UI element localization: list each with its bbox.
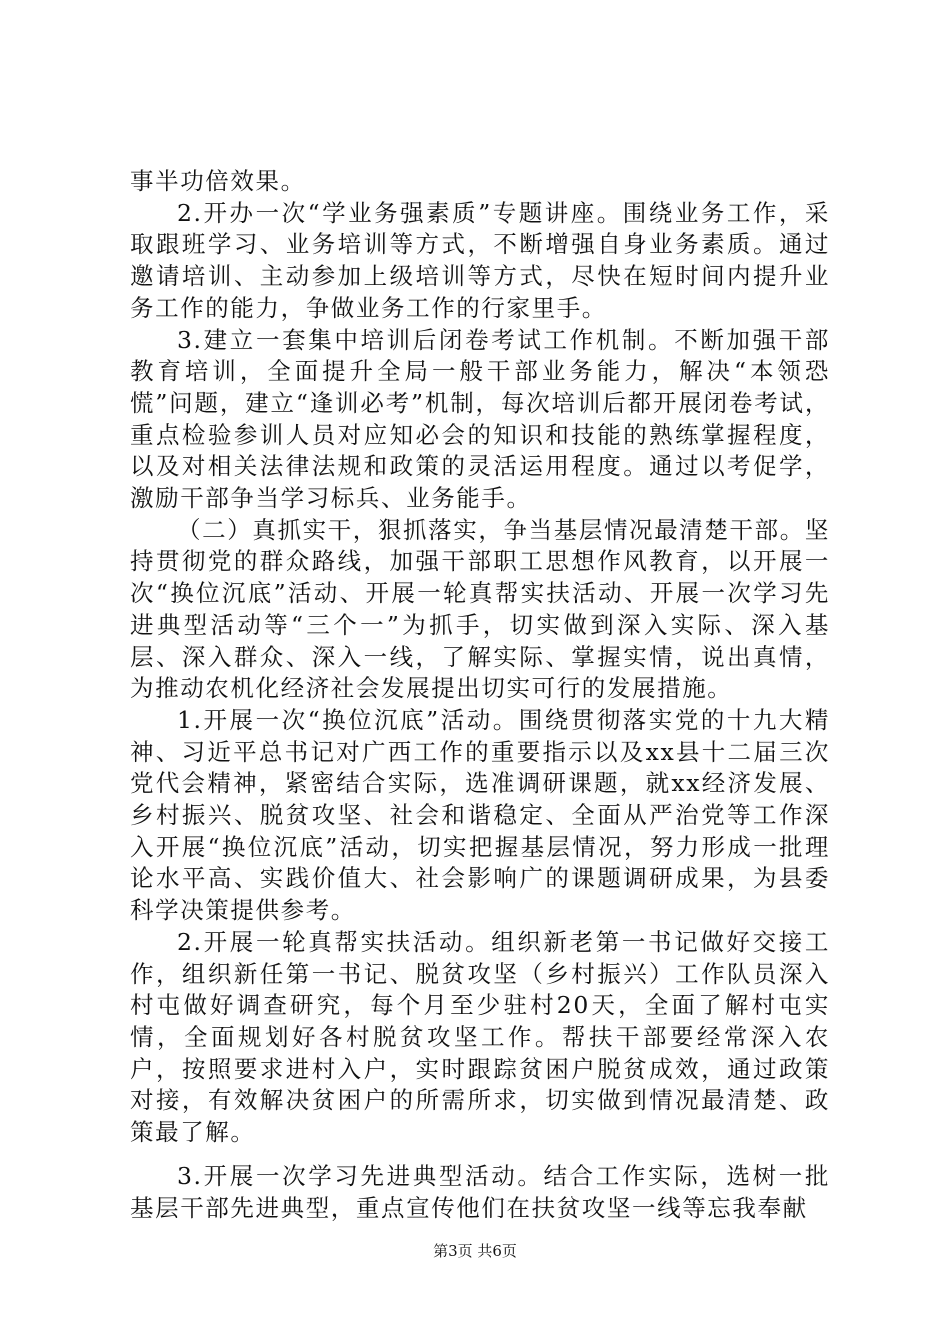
paragraph-role-models: 3.开展一次学习先进典型活动。结合工作实际，选树一批基层干部先进典型，重点宣传他们在扶贫攻坚一线等忘我奉献 (130, 1161, 830, 1222)
page-number-footer: 第3页 共6页 (433, 1242, 517, 1260)
paragraph-section-two: （二）真抓实干，狠抓落实，争当基层情况最清楚干部。坚持贯彻党的群众路线，加强干部职工思想作风教育，以开展一次“换位沉底”活动、开展一轮真帮实扶活动、开展一次学习先进典型活动等“三个一”为抓手，切实做到深入实际、深入基层、深入群众、深入一线，了解实际、掌握实情，说出真情，为推动农机化经济社会发展提出切实可行的发展措施。 (130, 515, 830, 703)
paragraph-assistance: 2.开展一轮真帮实扶活动。组织新老第一书记做好交接工作，组织新任第一书记、脱贫攻坚（乡村振兴）工作队员深入村屯做好调查研究，每个月至少驻村20天，全面了解村屯实情，全面规划好各村脱贫攻坚工作。帮扶干部要经常深入农户，按照要求进村入户，实时跟踪贫困户脱贫成效，通过政策对接，有效解决贫困户的所需所求，切实做到情况最清楚、政策最了解。 (130, 927, 830, 1147)
paragraph-lecture: 2.开办一次“学业务强素质”专题讲座。围绕业务工作，采取跟班学习、业务培训等方式，不断增强自身业务素质。通过邀请培训、主动参加上级培训等方式，尽快在短时间内提升业务工作的能力，争做业务工作的行家里手。 (130, 198, 830, 322)
paragraph-position-swap: 1.开展一次“换位沉底”活动。围绕贯彻落实党的十九大精神、习近平总书记对广西工作的重要指示以及xx县十二届三次党代会精神，紧密结合实际，选准调研课题，就xx经济发展、乡村振兴、脱贫攻坚、社会和谐稳定、全面从严治党等工作深入开展“换位沉底”活动，切实把握基层情况，努力形成一批理论水平高、实践价值大、社会影响广的课题调研成果，为县委科学决策提供参考。 (130, 705, 830, 925)
document-body (130, 166, 830, 1224)
paragraph-continuation: 事半功倍效果。 (130, 167, 306, 195)
paragraph-exam-mechanism: 3.建立一套集中培训后闭卷考试工作机制。不断加强干部教育培训，全面提升全局一般干部业务能力，解决“本领恐慌”问题，建立“逢训必考”机制，每次培训后都开展闭卷考试，重点检验参训人员对应知必会的知识和技能的熟练掌握程度，以及对相关法律法规和政策的灵活运用程度。通过以考促学，激励干部争当学习标兵、业务能手。 (130, 325, 830, 513)
